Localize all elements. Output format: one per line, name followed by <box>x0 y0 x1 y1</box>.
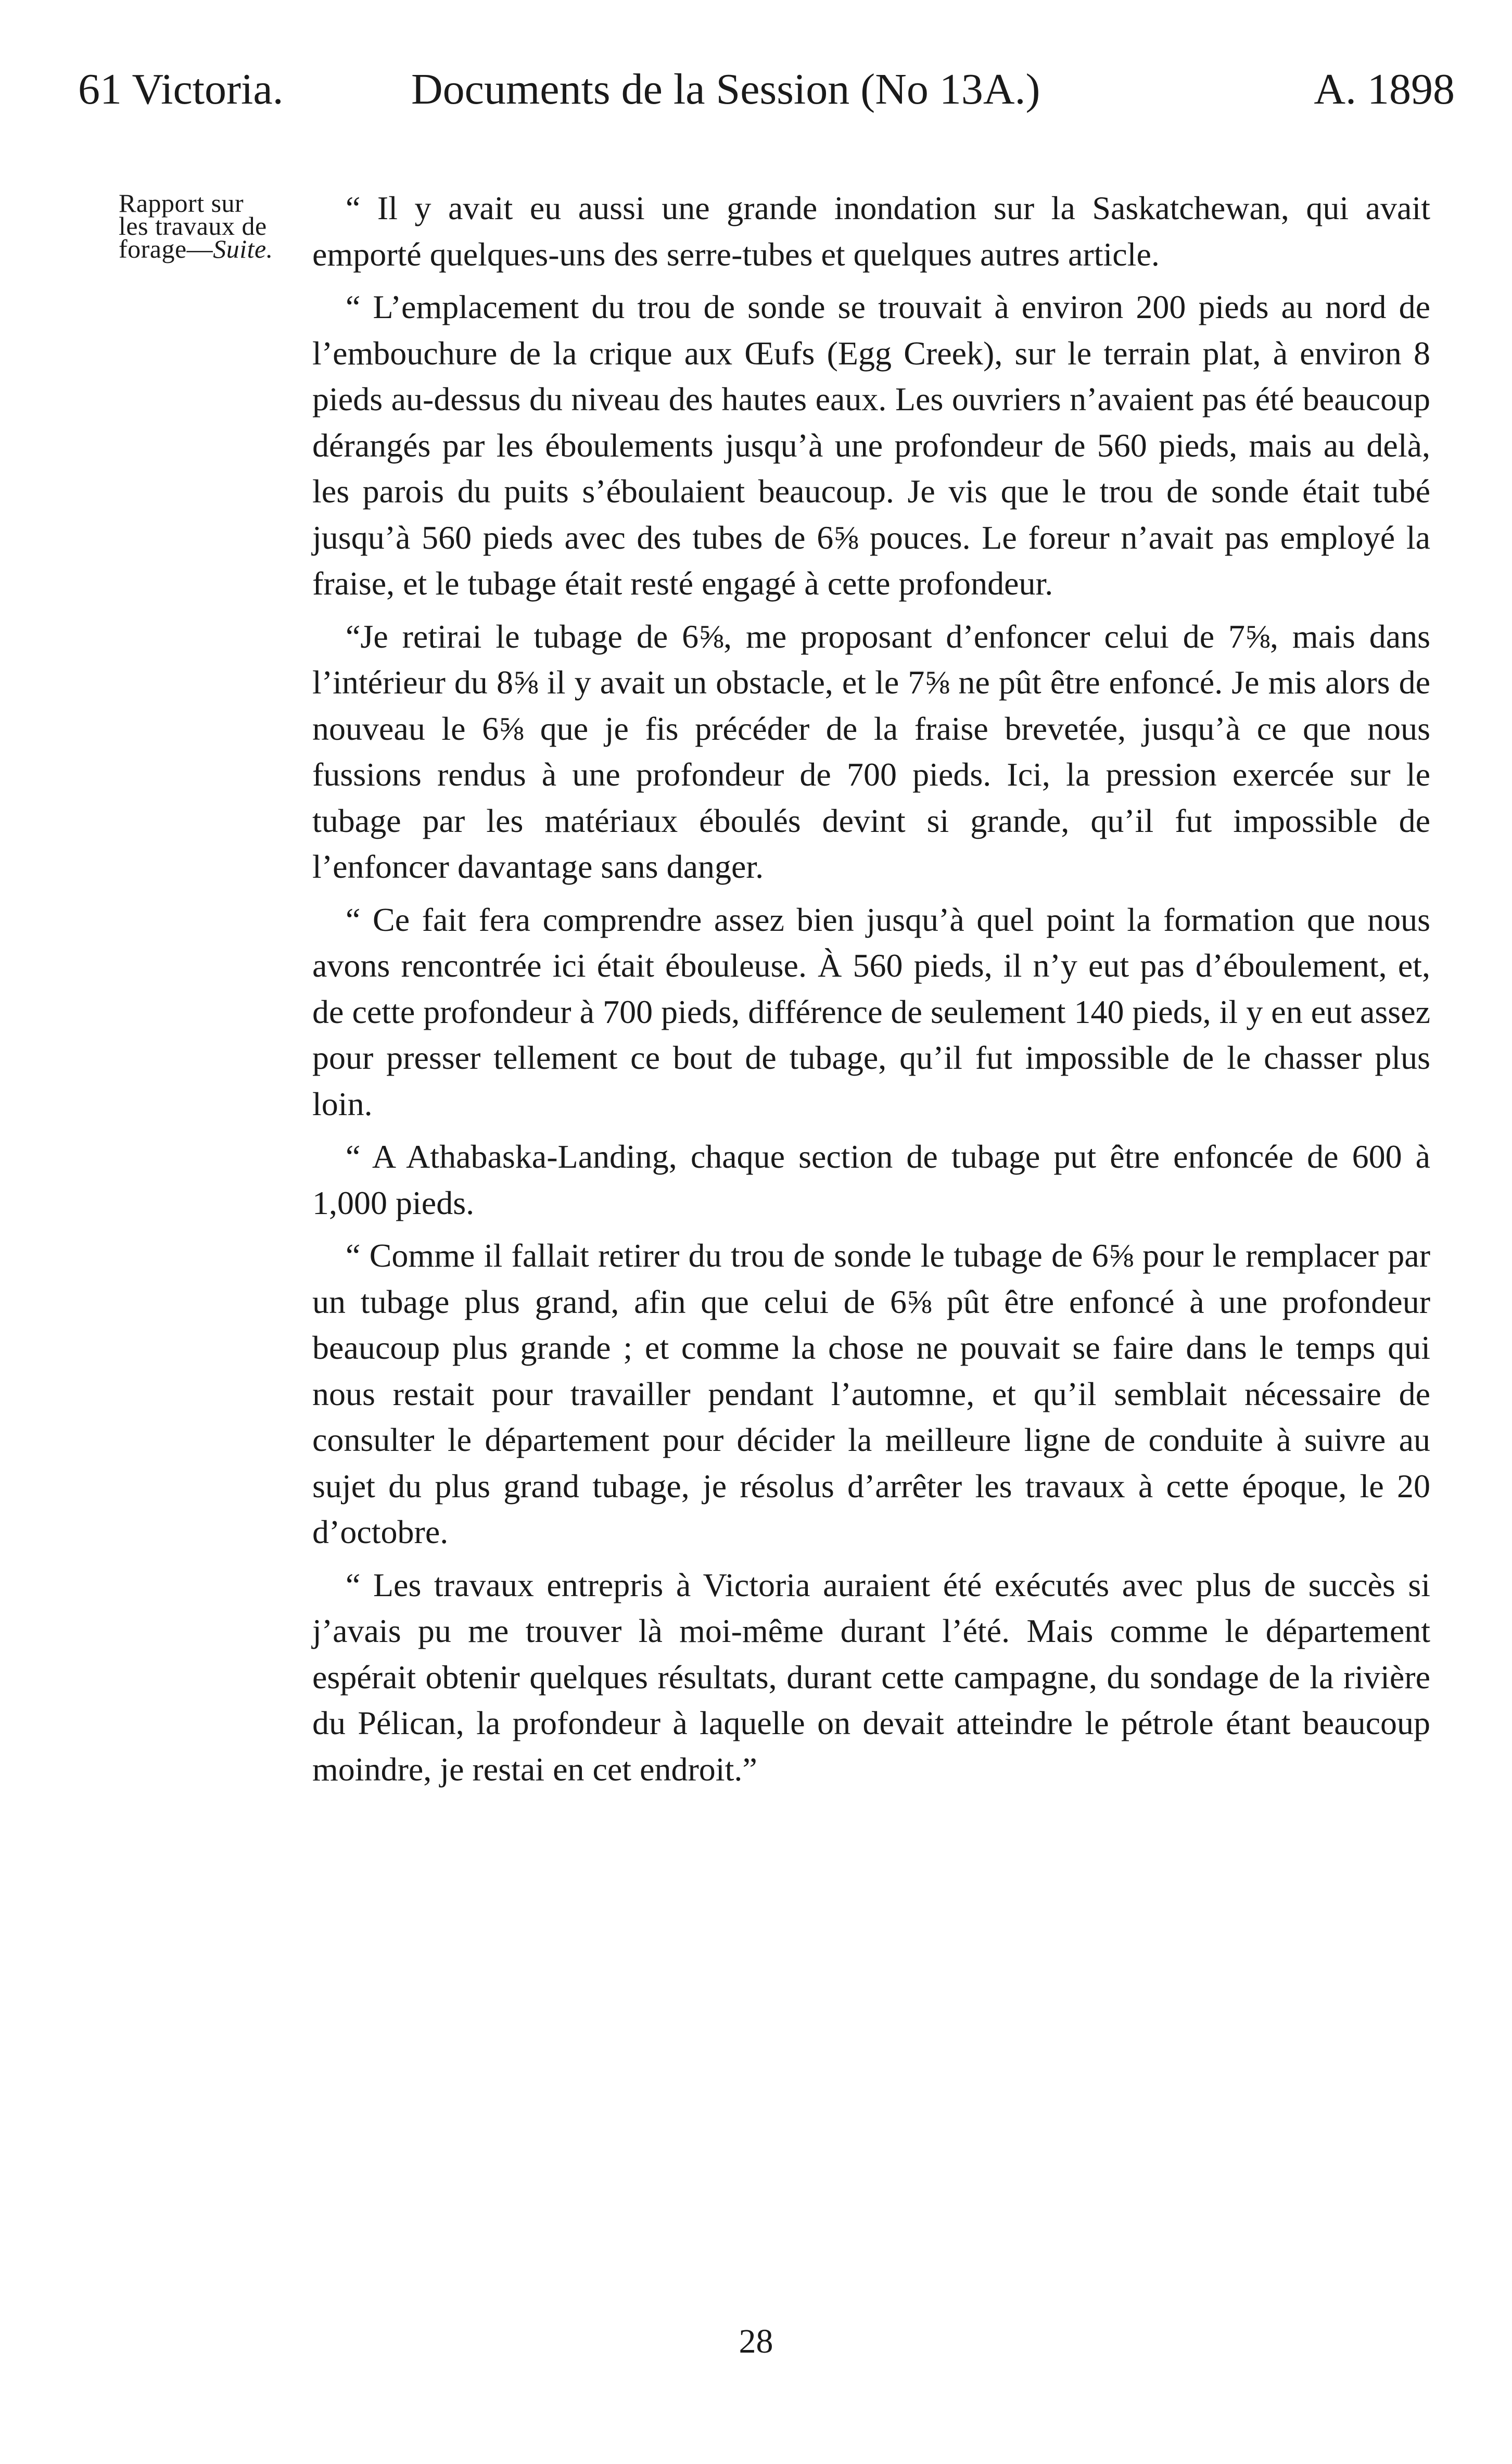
margin-note-line: Rapport sur <box>119 188 244 218</box>
paragraph: “ Les travaux entrepris à Victoria auraient été exécutés avec plus de succès si j’avais pu me trouver là moi-même durant l’été. Mais comme le département espérait obtenir quelques résultats, durant cette campagne, du sondage de la rivière du Pélican, la profondeur à laquelle on devait atteindre le pétrole étant beaucoup moindre, je restai en cet endroit.” <box>312 1566 1430 1788</box>
margin-note-italic: Suite. <box>213 234 273 263</box>
margin-note-prefix: forage— <box>119 234 213 263</box>
header-year: A. 1898 <box>1314 65 1455 113</box>
paragraph: “Je retirai le tubage de 6⅝, me proposant d’enfoncer celui de 7⅝, mais dans l’intérieur du 8⅝ il y avait un obstacle, et le 7⅝ ne pût être enfoncé. Je mis alors de nouveau le 6⅝ que je fis précéder de la fraise brevetée, jusqu’à ce que nous fussions rendus à une profondeur de 700 pieds. Ici, la pression exercée sur le tubage par les matériaux éboulés devint si grande, qu’il fut impossible de l’enfoncer davantage sans danger. <box>312 617 1430 885</box>
header-volume: 61 Victoria. <box>78 65 284 113</box>
paragraph: “ Ce fait fera comprendre assez bien jusqu’à quel point la formation que nous avons rencontrée ici était ébouleuse. À 560 pieds, il n’y eut pas d’éboulement, et, de cette profondeur à 700 pieds, différence de seulement 140 pieds, il y en eut assez pour presser tellement ce bout de tubage, qu’il fut impossible de le chasser plus loin. <box>312 901 1430 1122</box>
margin-note <box>119 188 306 263</box>
page-number: 28 <box>739 2322 773 2360</box>
paragraph: “ A Athabaska-Landing, chaque section de tubage put être enfoncée de 600 à 1,000 pieds. <box>312 1138 1430 1221</box>
running-header <box>78 58 1455 121</box>
margin-note-line <box>119 234 306 263</box>
paragraph: “ Il y avait eu aussi une grande inondation sur la Saskatchewan, qui avait emporté quelques-uns des serre-tubes et quelques autres article. <box>312 189 1430 273</box>
margin-note-line: les travaux de <box>119 211 267 241</box>
paragraph: “ L’emplacement du trou de sonde se trouvait à environ 200 pieds au nord de l’embouchure de la crique aux Œufs (Egg Creek), sur le terrain plat, à environ 8 pieds au-dessus du niveau des hautes eaux. Les ouvriers n’avaient pas été beaucoup dérangés par les éboulements jusqu’à une profondeur de 560 pieds, mais au delà, les parois du puits s’éboulaient beaucoup. Je vis que le trou de sonde était tubé jusqu’à 560 pieds avec des tubes de 6⅝ pouces. Le foreur n’avait pas employé la fraise, et le tubage était resté engagé à cette profondeur. <box>312 288 1430 602</box>
header-title: Documents de la Session (No 13A.) <box>411 65 1040 113</box>
paragraph: “ Comme il fallait retirer du trou de sonde le tubage de 6⅝ pour le remplacer par un tubage plus grand, afin que celui de 6⅝ pût être enfoncé à une profondeur beaucoup plus grande ; et comme la chose ne pouvait se faire dans le temps qui nous restait pour travailler pendant l’automne, et qu’il semblait nécessaire de consulter le département pour décider la meilleure ligne de conduite à suivre au sujet du plus grand tubage, je résolus d’arrêter les travaux à cette époque, le 20 d’octobre. <box>312 1237 1430 1550</box>
body-text <box>312 185 1430 1799</box>
